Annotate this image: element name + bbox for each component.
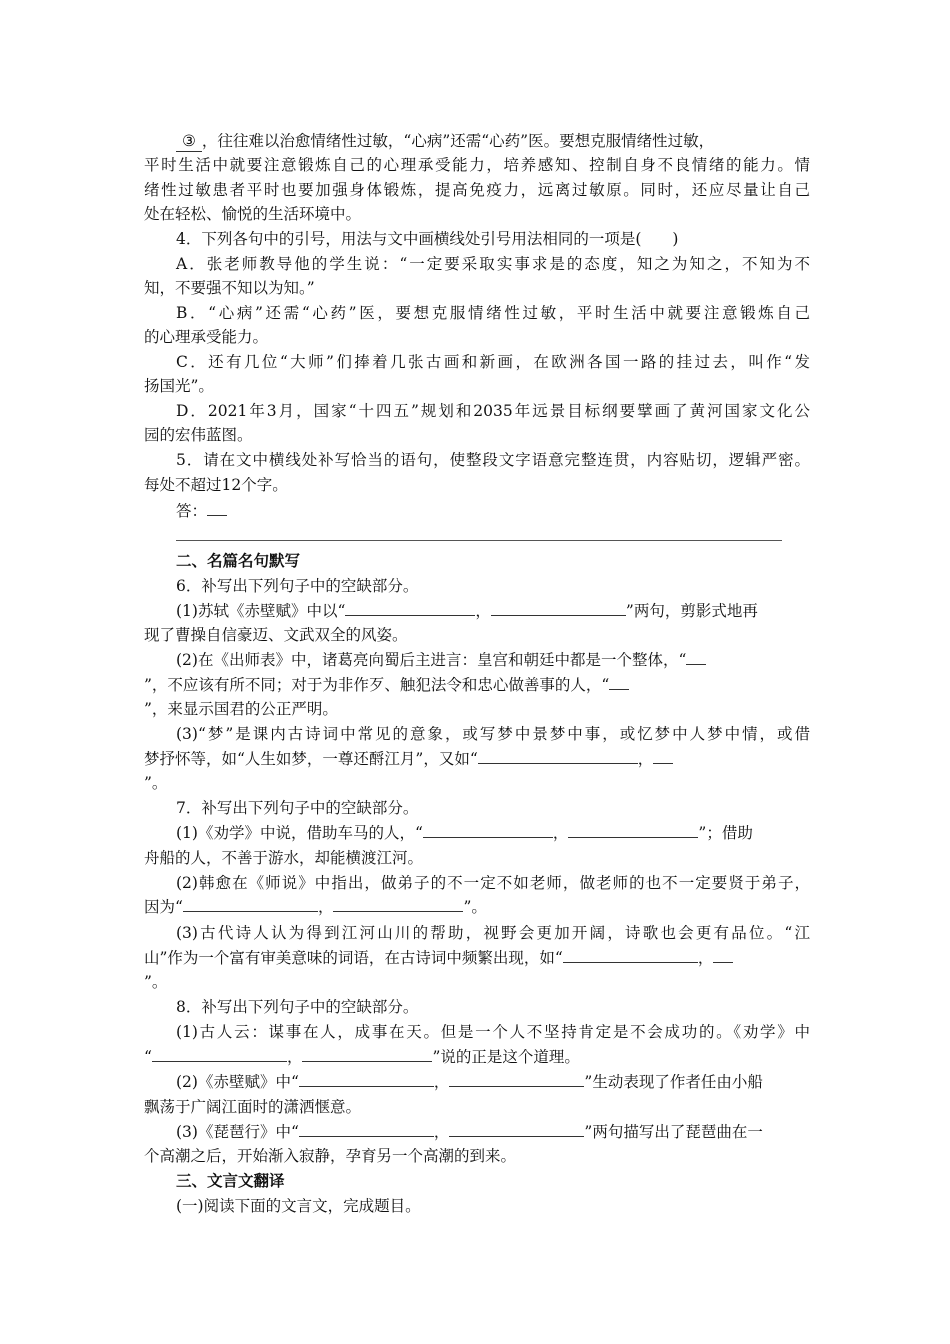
- question-4-stem: 4．下列各句中的引号，用法与文中画横线处引号用法相同的一项是( ): [176, 230, 679, 248]
- q6-item-2-end: ”，来显示国君的公正严明。: [144, 700, 338, 718]
- fill-blank[interactable]: [449, 1072, 584, 1087]
- fill-blank[interactable]: [686, 650, 706, 665]
- fill-blank[interactable]: [302, 1047, 432, 1062]
- fill-blank[interactable]: [491, 601, 626, 616]
- section-2-title: 二、名篇名句默写: [176, 551, 301, 570]
- option-a-cont: 知，不要强不知以为知。”: [144, 279, 315, 297]
- section-3-subtitle: (一)阅读下面的文言文，完成题目。: [176, 1197, 421, 1215]
- question-7-stem: 7．补写出下列句子中的空缺部分。: [176, 799, 419, 817]
- q6-item-1-cont: 现了曹操自信豪迈、文武双全的风姿。: [144, 626, 408, 644]
- fill-blank[interactable]: [713, 948, 733, 963]
- fill-blank[interactable]: [299, 1122, 434, 1137]
- q6-item-3-cont: 梦抒怀等，如“人生如梦，一尊还酹江月”，又如“ ，: [144, 749, 810, 769]
- q7-item-3-cont: 山”作为一个富有审美意味的词语，在古诗词中频繁出现，如“ ，: [144, 948, 810, 968]
- option-d: D．2021年3月，国家“十四五”规划和2035年远景目标纲要擘画了黄河国家文化公: [176, 402, 810, 420]
- option-b: B．“心病”还需“心药”医，要想克服情绪性过敏，平时生活中就要注意锻炼自己: [176, 304, 810, 322]
- answer-line: 答：: [176, 501, 810, 521]
- q6-item-2-cont: ”，不应该有所不同；对于为非作歹、触犯法令和忠心做善事的人，“: [144, 675, 810, 695]
- q7-item-1-cont: 舟船的人，不善于游水，却能横渡江河。: [144, 849, 424, 867]
- blank-marker: ③: [176, 131, 202, 152]
- q8-item-2: (2)《赤壁赋》中“ ， ”生动表现了作者任由小船: [176, 1073, 763, 1091]
- q8-item-1-cont: “ ， ”说的正是这个道理。: [144, 1048, 580, 1066]
- fill-blank[interactable]: [345, 601, 475, 616]
- fill-blank[interactable]: [183, 897, 318, 912]
- fill-blank[interactable]: [478, 749, 638, 764]
- q8-item-2-cont: 飘荡于广阔江面时的潇洒惬意。: [144, 1098, 362, 1116]
- q7-item-2-cont: 因为“ ， ”。: [144, 898, 487, 916]
- fill-blank[interactable]: [299, 1072, 434, 1087]
- question-8-stem: 8．补写出下列句子中的空缺部分。: [176, 998, 419, 1016]
- fill-blank[interactable]: [609, 675, 629, 690]
- q8-item-1: (1)古人云：谋事在人，成事在天。但是一个人不坚持肯定是不会成功的。《劝学》中: [176, 1023, 810, 1041]
- option-a: A．张老师教导他的学生说：“一定要采取实事求是的态度，知之为知之，不知为不: [176, 255, 810, 273]
- answer-rule[interactable]: [176, 540, 782, 541]
- q6-item-2: (2)在《出师表》中，诸葛亮向蜀后主进言：皇宫和朝廷中都是一个整体，“: [176, 650, 810, 670]
- para-line: ③ ，往往难以治愈情绪性过敏，“心病”还需“心药”医。要想克服情绪性过敏，: [176, 131, 810, 152]
- section-3-title: 三、文言文翻译: [176, 1171, 285, 1190]
- option-b-cont: 的心理承受能力。: [144, 328, 269, 346]
- para-line: 处在轻松、愉悦的生活环境中。: [144, 205, 362, 223]
- option-d-cont: 园的宏伟蓝图。: [144, 426, 253, 444]
- question-5-stem: 5．请在文中横线处补写恰当的语句，使整段文字语意完整连贯，内容贴切，逻辑严密。: [176, 451, 810, 469]
- para-line: 平时生活中就要注意锻炼自己的心理承受能力，培养感知、控制自身不良情绪的能力。情: [144, 156, 810, 174]
- answer-blank[interactable]: [207, 501, 227, 516]
- question-5-cont: 每处不超过12个字。: [144, 476, 288, 494]
- q6-item-3-end: ”。: [144, 774, 168, 792]
- q7-item-1: (1)《劝学》中说，借助车马的人，“ ， ”；借助: [176, 824, 753, 842]
- fill-blank[interactable]: [333, 897, 463, 912]
- q8-item-3-cont: 个高潮之后，开始渐入寂静，孕育另一个高潮的到来。: [144, 1147, 517, 1165]
- q7-item-3-end: ”。: [144, 973, 168, 991]
- q7-item-3: (3)古代诗人认为得到江河山川的帮助，视野会更加开阔，诗歌也会更有品位。“江: [176, 924, 810, 942]
- fill-blank[interactable]: [653, 749, 673, 764]
- fill-blank[interactable]: [449, 1122, 584, 1137]
- q7-item-2: (2)韩愈在《师说》中指出，做弟子的不一定不如老师，做老师的也不一定要贤于弟子，: [176, 874, 810, 892]
- question-6-stem: 6．补写出下列句子中的空缺部分。: [176, 577, 419, 595]
- q6-item-1: (1)苏轼《赤壁赋》中以“ ， ”两句，剪影式地再: [176, 602, 758, 620]
- fill-blank[interactable]: [423, 823, 553, 838]
- option-c-cont: 扬国光”。: [144, 377, 214, 395]
- option-c: C．还有几位“大师”们捧着几张古画和新画，在欧洲各国一路的挂过去，叫作“发: [176, 353, 810, 371]
- fill-blank[interactable]: [568, 823, 698, 838]
- q8-item-3: (3)《琵琶行》中“ ， ”两句描写出了琵琶曲在一: [176, 1123, 763, 1141]
- fill-blank[interactable]: [152, 1047, 287, 1062]
- q6-item-3: (3)“梦”是课内古诗词中常见的意象，或写梦中景梦中事，或忆梦中人梦中情，或借: [176, 725, 810, 743]
- para-line: 绪性过敏患者平时也要加强身体锻炼，提高免疫力，远离过敏原。同时，还应尽量让自己: [144, 181, 810, 199]
- fill-blank[interactable]: [563, 948, 698, 963]
